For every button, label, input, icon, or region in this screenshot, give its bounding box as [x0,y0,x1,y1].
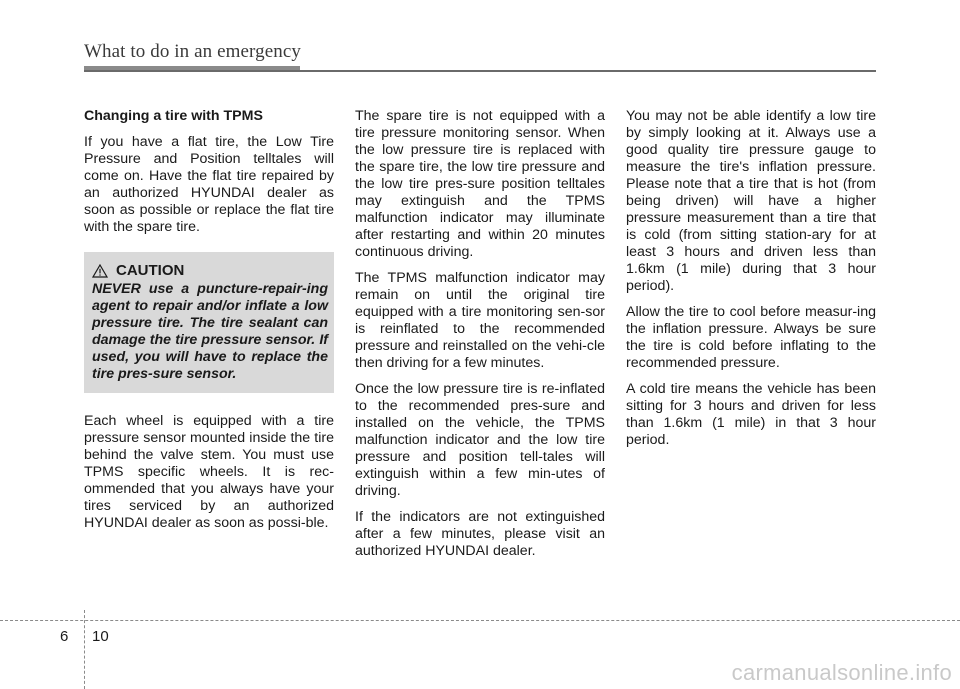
caution-header [92,262,328,279]
column-1 [84,108,334,541]
caution-text: NEVER use a puncture-repair-ing agent to repair and/or inflate a low pressure tire. The tire sealant can damage the tire pressure sensor. If used, you will have to replace the tire pres-sure sensor. [92,281,328,382]
caution-title: CAUTION [116,262,185,279]
footer-dashed-rule [0,620,960,621]
watermark: carmanualsonline.info [731,660,952,685]
paragraph: You may not be able identify a low tire by simply looking at it. Always use a good quality tire pressure gauge to measure the tire's inflation pressure. Please note that a tire that is hot (from being driven) will have a higher pressure measurement than a tire that is cold (from sitting station-ary for at least 3 hours and driven less than 1.6km (1 mile) during that 3 hour period). [626,108,876,294]
footer-vertical-rule [84,610,85,689]
section-subheading: Changing a tire with TPMS [84,108,263,124]
paragraph: If you have a flat tire, the Low Tire Pressure and Position telltales will come on. Have the flat tire repaired by an authorized HYUNDAI dealer as soon as possible or replace the flat tire with the spare tire. [84,134,334,235]
caution-box [84,252,334,393]
paragraph: Once the low pressure tire is re-inflated to the recommended pres-sure and installed on the vehicle, the TPMS malfunction indicator and the low tire pressure and position tell-tales will extinguish within a few min-utes of driving. [355,381,605,499]
header-rule [84,70,876,72]
paragraph: If the indicators are not extinguished after a few minutes, please visit an authorized HYUNDAI dealer. [355,509,605,559]
paragraph: Allow the tire to cool before measur-ing the inflation pressure. Always be sure the tire is cold before inflating to the recommended pressure. [626,304,876,371]
column-3 [626,108,876,458]
warning-triangle-icon [92,264,108,278]
paragraph: A cold tire means the vehicle has been sitting for 3 hours and driven for less than 1.6km (1 mile) in that 3 hour period. [626,381,876,448]
paragraph: Each wheel is equipped with a tire pressure sensor mounted inside the tire behind the valve stem. You must use TPMS specific wheels. It is rec-ommended that you always have your tires serviced by an authorized HYUNDAI dealer as soon as possi-ble. [84,413,334,531]
page-title: What to do in an emergency [84,41,301,62]
paragraph: The TPMS malfunction indicator may remain on until the original tire equipped with a tire monitoring sen-sor is reinflated to the recommended pressure and reinstalled on the vehi-cle then driving for a few minutes. [355,270,605,371]
chapter-number: 6 [60,628,69,645]
paragraph: The spare tire is not equipped with a tire pressure monitoring sensor. When the low pressure tire is replaced with the spare tire, the low tire pressure and the low tire pres-sure position telltales may extinguish and the TPMS malfunction indicator may illuminate after restarting and within 20 minutes continuous driving. [355,108,605,260]
page-number: 10 [92,628,109,645]
column-2 [355,108,605,569]
